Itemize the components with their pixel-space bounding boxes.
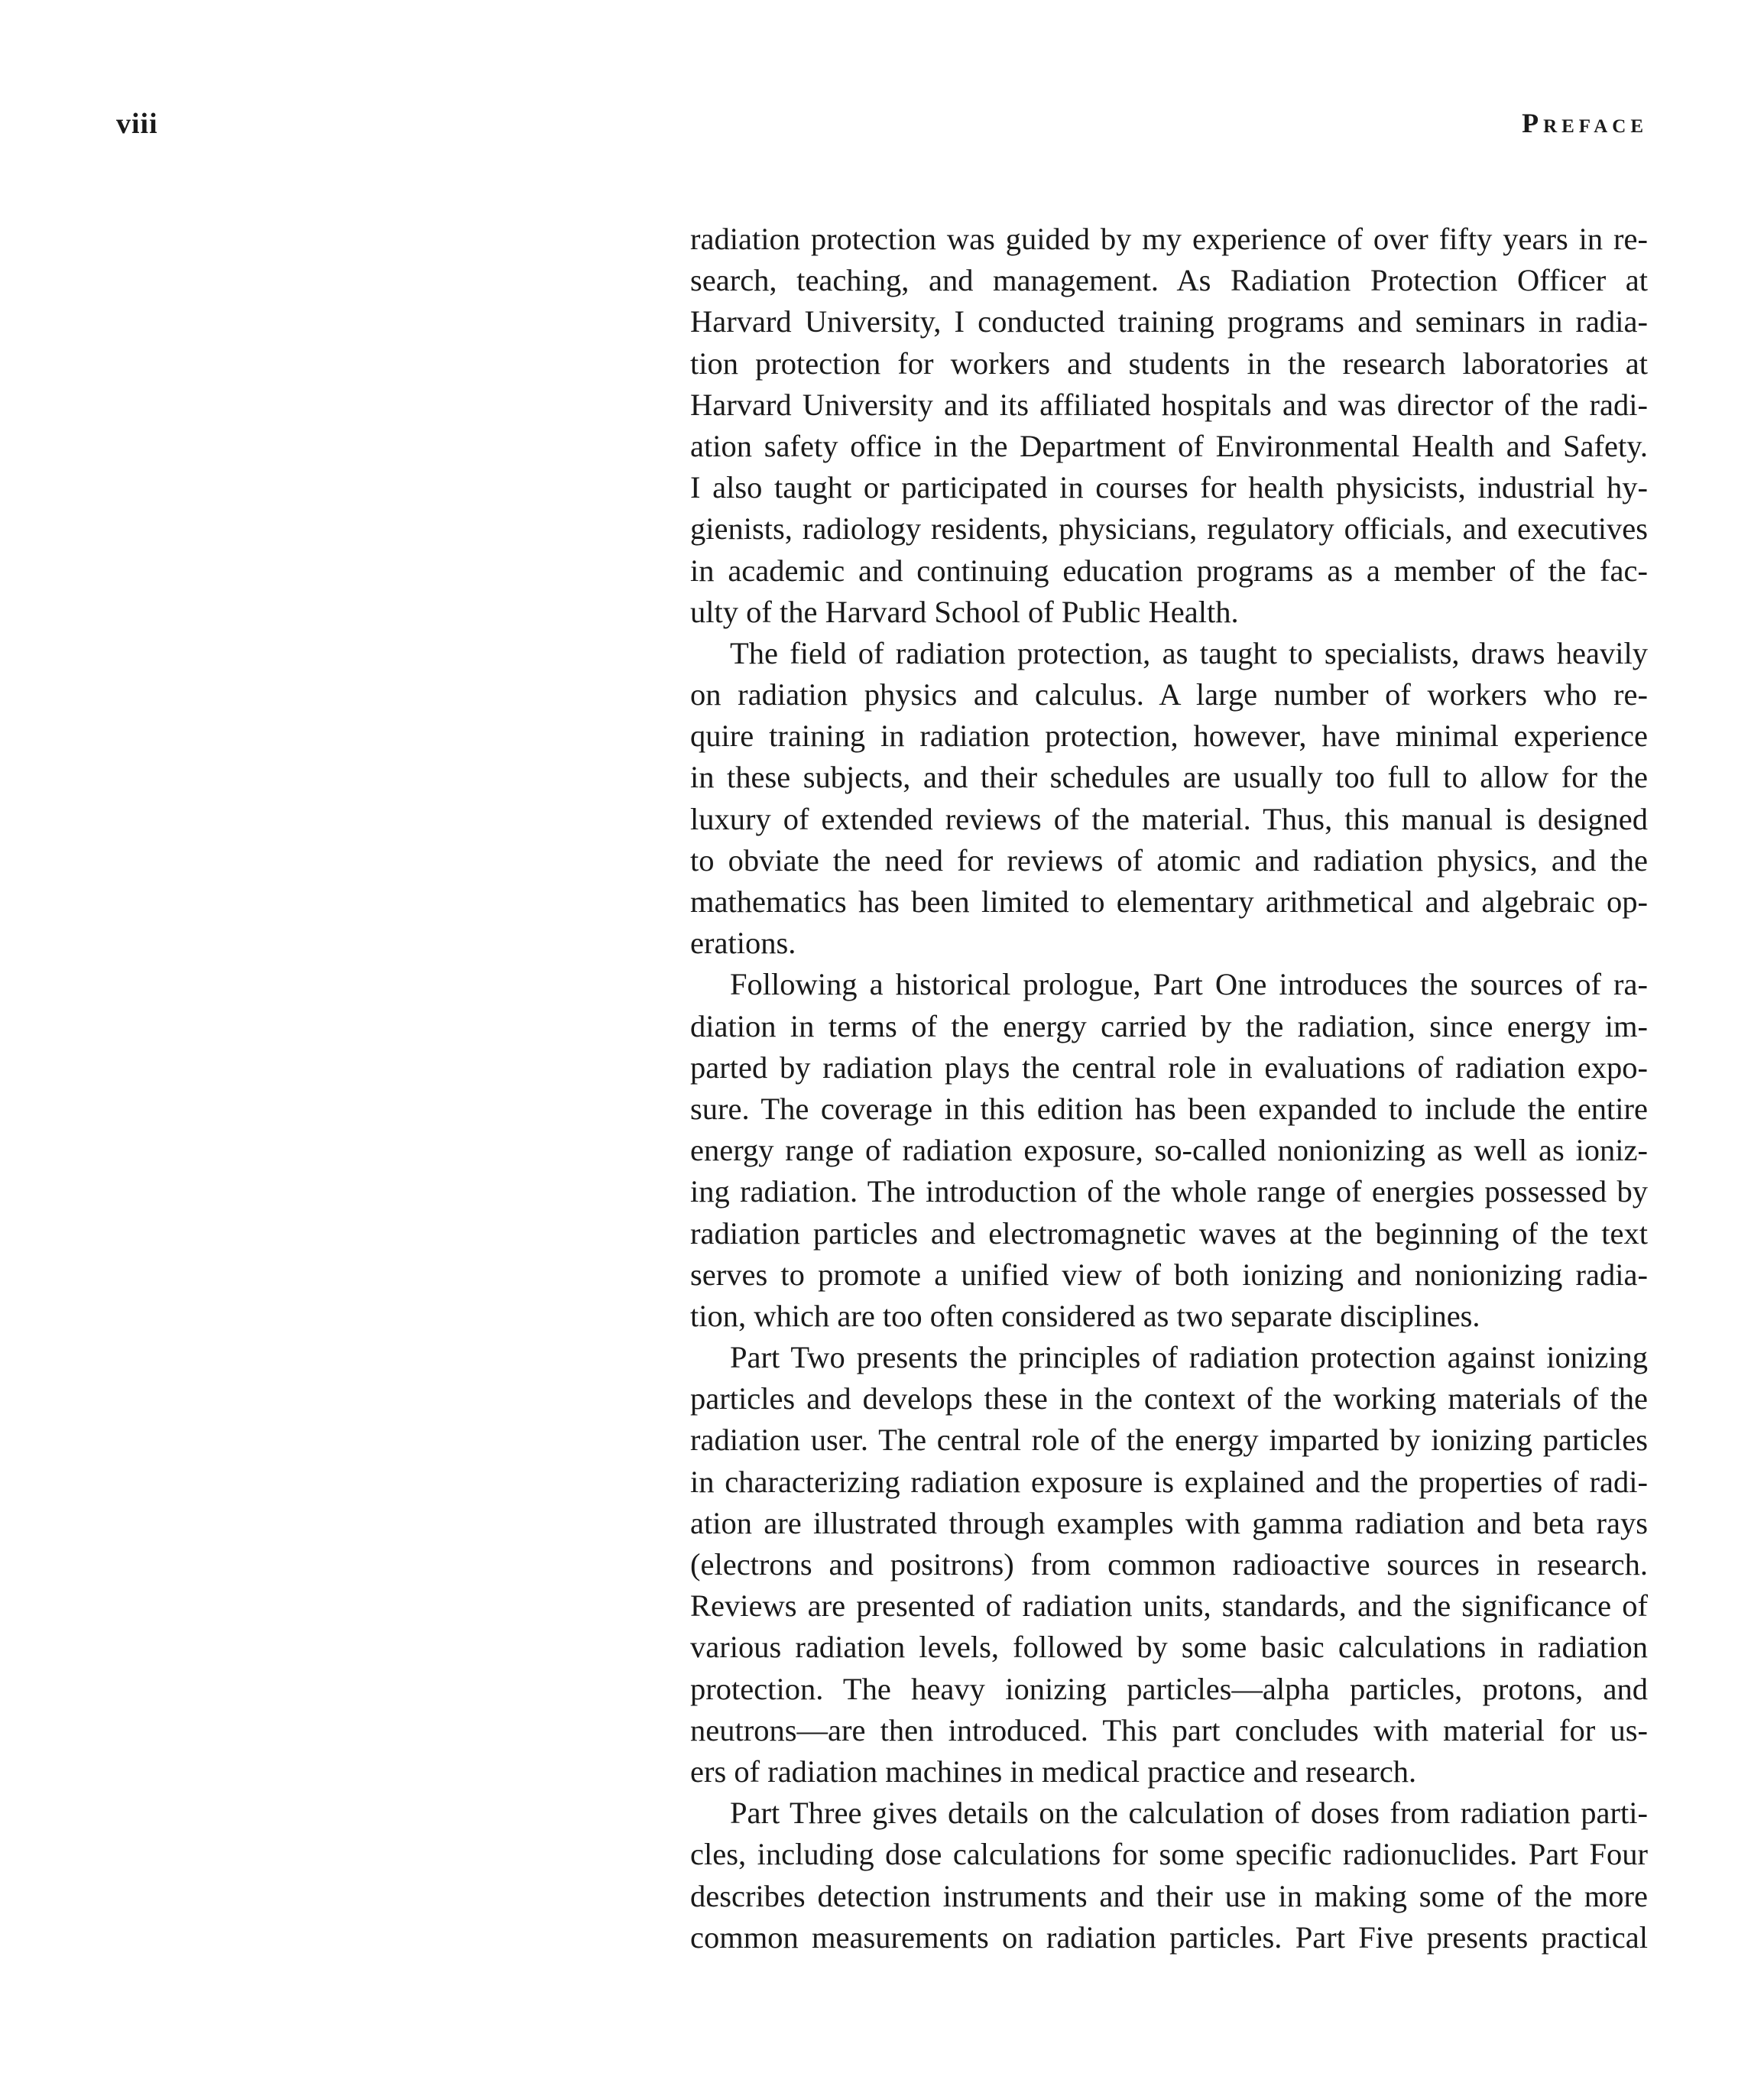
text-line: (electrons and positrons) from common radioactive sources in research. (690, 1547, 1648, 1582)
text-line: various radiation levels, followed by some basic calculations in radiation (690, 1630, 1648, 1665)
text-line: Part Three gives details on the calculation of doses from radiation parti- (730, 1796, 1648, 1831)
page-number: viii (116, 108, 158, 140)
text-line: I also taught or participated in courses for health physicists, industrial hy- (690, 470, 1648, 505)
text-line: ers of radiation machines in medical practice and research. (690, 1754, 1417, 1789)
paragraph (690, 1337, 1648, 1793)
text-line: ulty of the Harvard School of Public Health. (690, 594, 1239, 629)
text-line: luxury of extended reviews of the material. Thus, this manual is designed (690, 801, 1648, 836)
text-line: ing radiation. The introduction of the whole range of energies possessed by (690, 1174, 1648, 1209)
text-line: on radiation physics and calculus. A large number of workers who re- (690, 677, 1648, 712)
text-line: Harvard University, I conducted training programs and seminars in radia- (690, 304, 1648, 339)
text-line: quire training in radiation protection, however, have minimal experience (690, 719, 1648, 754)
text-line: protection. The heavy ionizing particles—alpha particles, protons, and (690, 1671, 1648, 1706)
text-line: ation safety office in the Department of Environmental Health and Safety. (690, 428, 1648, 463)
body-text (690, 219, 1648, 1958)
text-line: ation are illustrated through examples with gamma radiation and beta rays (690, 1505, 1648, 1540)
text-line: sure. The coverage in this edition has been expanded to include the entire (690, 1091, 1648, 1126)
text-line: gienists, radiology residents, physicians, regulatory officials, and executives (690, 511, 1648, 547)
running-head (116, 107, 1648, 153)
text-line: in academic and continuing education programs as a member of the fac- (690, 553, 1648, 588)
text-line: Reviews are presented of radiation units, standards, and the significance of (690, 1588, 1648, 1624)
text-line: common measurements on radiation particles. Part Five presents practical (690, 1919, 1648, 1955)
text-line: tion protection for workers and students in the research laboratories at (690, 346, 1648, 381)
paragraph (690, 1793, 1648, 1958)
text-line: search, teaching, and management. As Radiation Protection Officer at (690, 263, 1648, 298)
text-line: particles and develops these in the context of the working materials of the (690, 1381, 1648, 1416)
text-line: cles, including dose calculations for some specific radionuclides. Part Four (690, 1837, 1648, 1872)
text-line: describes detection instruments and their use in making some of the more (690, 1878, 1648, 1913)
text-line: erations. (690, 926, 796, 961)
paragraph (690, 964, 1648, 1337)
text-line: Part Two presents the principles of radiation protection against ionizing (730, 1340, 1648, 1375)
text-line: parted by radiation plays the central role in evaluations of radiation expo- (690, 1050, 1648, 1085)
text-line: Following a historical prologue, Part One introduces the sources of ra- (730, 967, 1648, 1002)
text-line: neutrons—are then introduced. This part concludes with material for us- (690, 1712, 1648, 1747)
text-line: radiation protection was guided by my experience of over fifty years in re- (690, 222, 1648, 256)
paragraph (690, 219, 1648, 633)
text-line: Harvard University and its affiliated hospitals and was director of the radi- (690, 387, 1648, 422)
paragraph (690, 633, 1648, 965)
text-line: mathematics has been limited to elementary arithmetical and algebraic op- (690, 884, 1648, 919)
text-line: to obviate the need for reviews of atomic and radiation physics, and the (690, 842, 1648, 878)
text-line: serves to promote a unified view of both ionizing and nonionizing radia- (690, 1257, 1648, 1292)
text-line: in these subjects, and their schedules are usually too full to allow for the (690, 760, 1648, 795)
text-line: radiation user. The central role of the energy imparted by ionizing particles (690, 1423, 1648, 1458)
running-title: Preface (1522, 108, 1648, 138)
text-line: radiation particles and electromagnetic waves at the beginning of the text (690, 1215, 1648, 1251)
text-line: The field of radiation protection, as taught to specialists, draws heavily (730, 635, 1648, 670)
text-line: diation in terms of the energy carried by the radiation, since energy im- (690, 1008, 1648, 1043)
text-line: in characterizing radiation exposure is explained and the properties of radi- (690, 1464, 1648, 1499)
text-line: tion, which are too often considered as two separate disciplines. (690, 1298, 1480, 1333)
text-line: energy range of radiation exposure, so-called nonionizing as well as ioniz- (690, 1133, 1648, 1168)
